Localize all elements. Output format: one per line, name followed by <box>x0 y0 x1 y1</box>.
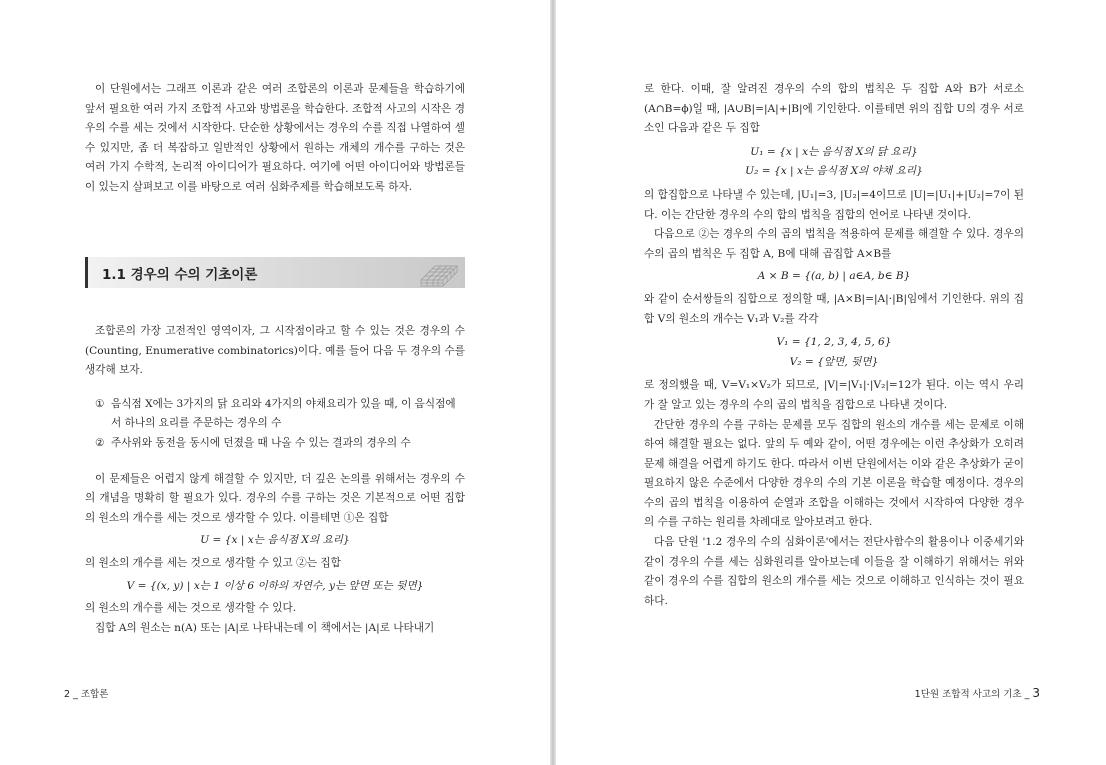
example-list <box>85 395 465 454</box>
list-text: 주사위와 동전을 동시에 던졌을 때 나올 수 있는 결과의 경우의 수 <box>111 436 411 449</box>
formula-AxB: A × B = {(a, b) | a∈A, b∈ B} <box>757 270 911 283</box>
paragraph: 조합론의 가장 고전적인 영역이자, 그 시작점이라고 할 수 있는 것은 경우의 수 (Counting, Enumerative combinatorics)이다. 예를 들어 다음 두 경우의 수를 생각해 보자. <box>85 325 465 377</box>
paragraph: 다음 단원 '1.2 경우의 수의 심화이론'에서는 전단사함수의 활용이나 이중세기와 같이 경우의 수를 세는 심화원리를 알아보는데 이들을 잘 이해하기 위해서는 위와 같이 경우의 수를 집합의 원소의 개수를 세는 것으로 이해하고 인식하는 것이 필요하다. <box>644 536 1024 607</box>
paragraph: 이 문제들은 어렵지 않게 해결할 수 있지만, 더 깊은 논의를 위해서는 경우의 수의 개념을 명확히 할 필요가 있다. 경우의 수를 구하는 것은 기본적으로 어떤 집합의 원소의 개수를 세는 것으로 생각할 수 있다. 이를테면 ①은 집합 <box>85 472 465 524</box>
formula-U2: U₂ = {x | x는 음식점 X의 야채 요리} <box>745 165 923 178</box>
paragraph: 의 원소의 개수를 세는 것으로 생각할 수 있다. <box>85 602 297 615</box>
grid-cube-icon <box>417 258 461 288</box>
paragraph: 로 한다. 이때, 잘 알려진 경우의 수의 합의 법칙은 두 집합 A와 B가 서로소 (A∩B=ϕ)일 때, |A∪B|=|A|+|B|에 기인한다. 이를테면 위의 집합 U의 경우 서로소인 다음과 같은 두 집합 <box>644 83 1024 135</box>
right-main-text <box>644 80 1024 611</box>
list-item <box>85 434 465 454</box>
right-page <box>556 0 1106 765</box>
right-page-footer <box>915 686 1040 700</box>
footer-chapter-label: 1단원 조합적 사고의 기초 _ <box>914 689 1030 700</box>
intro-block <box>85 80 465 198</box>
formula-V2: V₂ = {앞면, 뒷면} <box>789 355 879 368</box>
left-main-text <box>85 322 465 638</box>
list-mark: ② <box>95 436 105 449</box>
paragraph: 로 정의했을 때, V=V₁×V₂가 되므로, |V|=|V₁|·|V₂|=12가 된다. 이는 역시 우리가 잘 알고 있는 경우의 수의 곱의 법칙을 집합으로 나타낸 것이다. <box>644 379 1024 411</box>
left-page-footer: 2 _ 조합론 <box>64 689 109 700</box>
list-item <box>85 395 465 434</box>
paragraph: 다음으로 ②는 경우의 수의 곱의 법칙을 적용하여 문제를 해결할 수 있다. 경우의 수의 곱의 법칙은 두 집합 A, B에 대해 곱집합 A×B를 <box>644 228 1024 260</box>
paragraph: 간단한 경우의 수를 구하는 문제를 모두 집합의 원소의 개수를 세는 문제로 이해하여 해결할 필요는 없다. 앞의 두 예와 같이, 어떤 경우에는 이런 추상화가 오히려 문제 해결을 어렵게 하기도 한다. 따라서 이번 단원에서는 이와 같은 추상화가 굳이 필요하지 않은 수준에서 다양한 경우의 수의 기본 이론을 학습할 예정이다. 경우의 수의 곱의 법칙을 이용하여 순열과 조합을 이해하는 것에서 시작하여 다양한 경우의 수를 구하는 원리를 차례대로 알아보려고 한다. <box>644 418 1024 529</box>
formula-V: V = {(x, y) | x는 1 이상 6 이하의 자연수, y는 앞면 또는 뒷면} <box>126 579 424 592</box>
paragraph: 집합 A의 원소는 n(A) 또는 |A|로 나타내는데 이 책에서는 |A|로 나타내기 <box>95 621 435 634</box>
intro-paragraph: 이 단원에서는 그래프 이론과 같은 여러 조합론의 이론과 문제들을 학습하기에 앞서 필요한 여러 가지 조합적 사고와 방법론을 학습한다. 조합적 사고의 시작은 경우의 수를 세는 것에서 시작한다. 단순한 상황에서는 경우의 수를 직접 나열하여 셀 수 있지만, 좀 더 복잡하고 일반적인 상황에서 원하는 개체의 개수를 구하는 것은 여러 가지 수학적, 논리적 아이디어가 필요하다. 여기에 어떤 아이디어와 방법론들이 있는지 살펴보고 이를 바탕으로 여러 심화주제를 학습해보도록 하자. <box>85 83 465 193</box>
paragraph: 의 합집합으로 나타낼 수 있는데, |U₁|=3, |U₂|=4이므로 |U|=|U₁|+|U₂|=7이 된다. 이는 간단한 경우의 수의 합의 법칙을 집합의 언어로 나타낸 것이다. <box>644 188 1024 221</box>
page-number: 3 <box>1032 686 1040 700</box>
section-title: 1.1 경우의 수의 기초이론 <box>102 267 258 283</box>
formula-V1: V₁ = {1, 2, 3, 4, 5, 6} <box>776 336 892 349</box>
section-heading-bar <box>85 257 465 288</box>
list-mark: ① <box>95 397 105 410</box>
formula-U: U = {x | x는 음식점 X의 요리} <box>200 534 350 547</box>
left-page <box>0 0 550 765</box>
paragraph: 의 원소의 개수를 세는 것으로 생각할 수 있고 ②는 집합 <box>85 556 341 569</box>
paragraph: 와 같이 순서쌍들의 집합으로 정의할 때, |A×B|=|A|·|B|임에서 기인한다. 위의 집합 V의 원소의 개수는 V₁과 V₂를 각각 <box>644 292 1024 325</box>
list-text: 음식점 X에는 3가지의 닭 요리와 4가지의 야채요리가 있을 때, 이 음식점에서 하나의 요리를 주문하는 경우의 수 <box>111 397 456 430</box>
formula-U1: U₁ = {x | x는 음식점 X의 닭 요리} <box>750 145 918 158</box>
